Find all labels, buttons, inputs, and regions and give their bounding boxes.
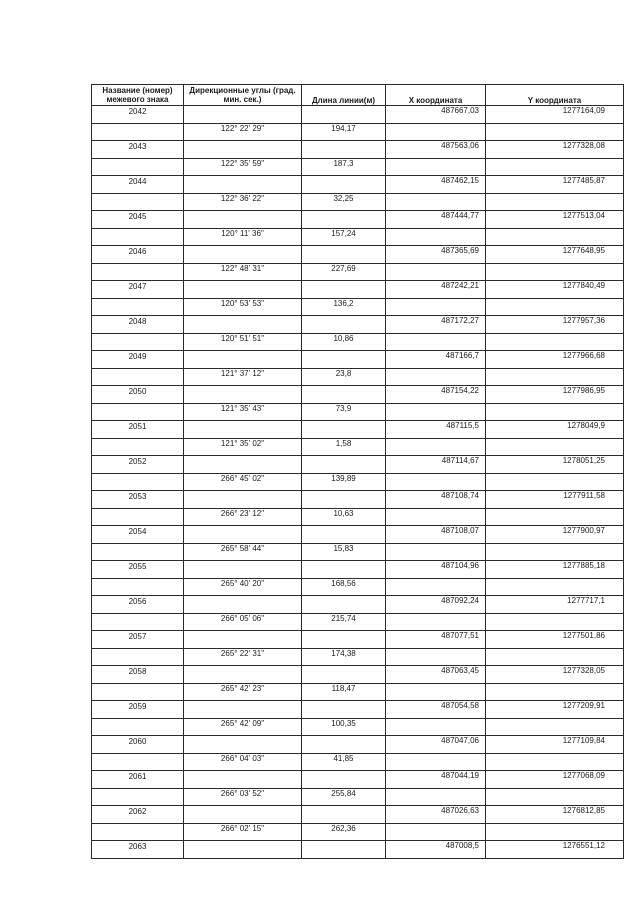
empty-cell (302, 526, 386, 544)
table-row-segment (92, 509, 624, 526)
empty-cell (302, 561, 386, 579)
empty-cell (184, 666, 302, 684)
empty-cell (92, 544, 184, 561)
empty-cell (184, 631, 302, 649)
empty-cell (184, 176, 302, 194)
empty-cell (184, 771, 302, 789)
marker-name-cell: 2060 (92, 736, 184, 754)
x-coordinate-cell: 487044,19 (386, 771, 486, 789)
empty-cell (386, 649, 486, 666)
empty-cell (184, 491, 302, 509)
empty-cell (184, 351, 302, 369)
header-marker-name: Название (номер) межевого знака (92, 85, 184, 106)
empty-cell (386, 614, 486, 631)
empty-cell (486, 789, 624, 806)
table-row-segment (92, 334, 624, 351)
y-coordinate-cell: 1277109,84 (486, 736, 624, 754)
line-length-cell: 73,9 (302, 404, 386, 421)
empty-cell (92, 299, 184, 316)
table-row-segment (92, 719, 624, 736)
empty-cell (386, 404, 486, 421)
empty-cell (486, 264, 624, 281)
x-coordinate-cell: 487115,5 (386, 421, 486, 439)
empty-cell (386, 229, 486, 246)
line-length-cell: 215,74 (302, 614, 386, 631)
empty-cell (184, 106, 302, 124)
table-row-segment (92, 614, 624, 631)
boundary-coordinates-sheet (91, 84, 623, 859)
empty-cell (184, 596, 302, 614)
marker-name-cell: 2042 (92, 106, 184, 124)
y-coordinate-cell: 1277900,97 (486, 526, 624, 544)
bearing-angle-cell: 266° 05' 06" (184, 614, 302, 631)
table-row-point (92, 561, 624, 579)
line-length-cell: 1,58 (302, 439, 386, 456)
bearing-angle-cell: 266° 04' 03" (184, 754, 302, 771)
empty-cell (92, 509, 184, 526)
bearing-angle-cell: 121° 37' 12" (184, 369, 302, 386)
empty-cell (92, 124, 184, 141)
x-coordinate-cell: 487026,63 (386, 806, 486, 824)
empty-cell (92, 194, 184, 211)
empty-cell (302, 316, 386, 334)
empty-cell (302, 141, 386, 159)
empty-cell (386, 509, 486, 526)
table-body (92, 106, 624, 859)
empty-cell (486, 194, 624, 211)
y-coordinate-cell: 1277885,18 (486, 561, 624, 579)
empty-cell (184, 281, 302, 299)
empty-cell (302, 421, 386, 439)
empty-cell (92, 649, 184, 666)
x-coordinate-cell: 487063,45 (386, 666, 486, 684)
bearing-angle-cell: 121° 35' 02" (184, 439, 302, 456)
y-coordinate-cell: 1277986,95 (486, 386, 624, 404)
empty-cell (486, 754, 624, 771)
empty-cell (486, 229, 624, 246)
empty-cell (92, 404, 184, 421)
empty-cell (302, 701, 386, 719)
table-row-point (92, 421, 624, 439)
marker-name-cell: 2048 (92, 316, 184, 334)
y-coordinate-cell: 1277501,86 (486, 631, 624, 649)
table-row-point (92, 351, 624, 369)
empty-cell (302, 841, 386, 859)
empty-cell (486, 159, 624, 176)
y-coordinate-cell: 1276812,85 (486, 806, 624, 824)
x-coordinate-cell: 487166,7 (386, 351, 486, 369)
table-row-point (92, 631, 624, 649)
bearing-angle-cell: 121° 35' 43" (184, 404, 302, 421)
table-row-point (92, 456, 624, 474)
marker-name-cell: 2056 (92, 596, 184, 614)
empty-cell (92, 369, 184, 386)
empty-cell (92, 439, 184, 456)
y-coordinate-cell: 1277068,09 (486, 771, 624, 789)
line-length-cell: 194,17 (302, 124, 386, 141)
empty-cell (92, 754, 184, 771)
empty-cell (92, 824, 184, 841)
marker-name-cell: 2062 (92, 806, 184, 824)
y-coordinate-cell: 1277966,68 (486, 351, 624, 369)
table-header-row (92, 85, 624, 106)
x-coordinate-cell: 487104,96 (386, 561, 486, 579)
table-row-segment (92, 439, 624, 456)
bearing-angle-cell: 122° 36' 22" (184, 194, 302, 211)
x-coordinate-cell: 487047,06 (386, 736, 486, 754)
y-coordinate-cell: 1277513,04 (486, 211, 624, 229)
header-x-coordinate: X координата (386, 85, 486, 106)
table-row-segment (92, 369, 624, 386)
empty-cell (92, 159, 184, 176)
empty-cell (184, 211, 302, 229)
line-length-cell: 262,36 (302, 824, 386, 841)
marker-name-cell: 2053 (92, 491, 184, 509)
empty-cell (302, 246, 386, 264)
empty-cell (184, 561, 302, 579)
table-row-point (92, 106, 624, 124)
table-row-segment (92, 474, 624, 491)
line-length-cell: 10,63 (302, 509, 386, 526)
marker-name-cell: 2052 (92, 456, 184, 474)
marker-name-cell: 2049 (92, 351, 184, 369)
empty-cell (386, 719, 486, 736)
empty-cell (386, 754, 486, 771)
empty-cell (486, 544, 624, 561)
table-row-point (92, 281, 624, 299)
empty-cell (486, 579, 624, 596)
empty-cell (92, 474, 184, 491)
bearing-angle-cell: 122° 48' 31" (184, 264, 302, 281)
empty-cell (386, 159, 486, 176)
table-row-segment (92, 754, 624, 771)
line-length-cell: 10,86 (302, 334, 386, 351)
table-row-segment (92, 299, 624, 316)
empty-cell (386, 579, 486, 596)
y-coordinate-cell: 1277164,09 (486, 106, 624, 124)
empty-cell (92, 614, 184, 631)
table-row-segment (92, 649, 624, 666)
empty-cell (302, 771, 386, 789)
empty-cell (386, 299, 486, 316)
empty-cell (184, 421, 302, 439)
empty-cell (302, 386, 386, 404)
empty-cell (486, 439, 624, 456)
table-row-point (92, 701, 624, 719)
empty-cell (302, 106, 386, 124)
empty-cell (184, 701, 302, 719)
table-row-point (92, 841, 624, 859)
table-row-segment (92, 824, 624, 841)
empty-cell (302, 666, 386, 684)
empty-cell (386, 369, 486, 386)
y-coordinate-cell: 1277328,05 (486, 666, 624, 684)
marker-name-cell: 2057 (92, 631, 184, 649)
x-coordinate-cell: 487444,77 (386, 211, 486, 229)
empty-cell (184, 841, 302, 859)
empty-cell (302, 736, 386, 754)
table-row-point (92, 771, 624, 789)
empty-cell (486, 614, 624, 631)
y-coordinate-cell: 1277328,08 (486, 141, 624, 159)
bearing-angle-cell: 265° 58' 44" (184, 544, 302, 561)
empty-cell (302, 281, 386, 299)
empty-cell (302, 491, 386, 509)
empty-cell (184, 736, 302, 754)
table-row-segment (92, 684, 624, 701)
empty-cell (184, 316, 302, 334)
x-coordinate-cell: 487242,21 (386, 281, 486, 299)
x-coordinate-cell: 487667,03 (386, 106, 486, 124)
marker-name-cell: 2054 (92, 526, 184, 544)
bearing-angle-cell: 120° 51' 51" (184, 334, 302, 351)
header-y-coordinate: Y координата (486, 85, 624, 106)
line-length-cell: 174,38 (302, 649, 386, 666)
bearing-angle-cell: 266° 45' 02" (184, 474, 302, 491)
line-length-cell: 227,69 (302, 264, 386, 281)
empty-cell (302, 351, 386, 369)
header-bearing-angle: Дирекционные углы (град. мин. сек.) (184, 85, 302, 106)
empty-cell (184, 246, 302, 264)
table-row-point (92, 211, 624, 229)
line-length-cell: 23,8 (302, 369, 386, 386)
table-row-segment (92, 159, 624, 176)
y-coordinate-cell: 1277717,1 (486, 596, 624, 614)
y-coordinate-cell: 1277209,91 (486, 701, 624, 719)
empty-cell (486, 474, 624, 491)
empty-cell (486, 684, 624, 701)
empty-cell (184, 456, 302, 474)
empty-cell (92, 684, 184, 701)
x-coordinate-cell: 487365,69 (386, 246, 486, 264)
line-length-cell: 168,56 (302, 579, 386, 596)
marker-name-cell: 2055 (92, 561, 184, 579)
x-coordinate-cell: 487108,74 (386, 491, 486, 509)
empty-cell (92, 579, 184, 596)
empty-cell (386, 474, 486, 491)
x-coordinate-cell: 487172,27 (386, 316, 486, 334)
line-length-cell: 32,25 (302, 194, 386, 211)
header-line-length: Длина линии(м) (302, 85, 386, 106)
table-row-point (92, 806, 624, 824)
empty-cell (386, 544, 486, 561)
table-row-segment (92, 579, 624, 596)
marker-name-cell: 2045 (92, 211, 184, 229)
y-coordinate-cell: 1277840,49 (486, 281, 624, 299)
bearing-angle-cell: 266° 23' 12" (184, 509, 302, 526)
empty-cell (302, 456, 386, 474)
empty-cell (486, 124, 624, 141)
marker-name-cell: 2051 (92, 421, 184, 439)
empty-cell (386, 194, 486, 211)
line-length-cell: 136,2 (302, 299, 386, 316)
empty-cell (184, 141, 302, 159)
marker-name-cell: 2059 (92, 701, 184, 719)
empty-cell (302, 806, 386, 824)
marker-name-cell: 2063 (92, 841, 184, 859)
x-coordinate-cell: 487054,58 (386, 701, 486, 719)
empty-cell (486, 509, 624, 526)
bearing-angle-cell: 266° 03' 52" (184, 789, 302, 806)
bearing-angle-cell: 265° 42' 23" (184, 684, 302, 701)
empty-cell (486, 649, 624, 666)
marker-name-cell: 2050 (92, 386, 184, 404)
empty-cell (184, 386, 302, 404)
marker-name-cell: 2044 (92, 176, 184, 194)
empty-cell (386, 124, 486, 141)
marker-name-cell: 2047 (92, 281, 184, 299)
bearing-angle-cell: 265° 22' 31" (184, 649, 302, 666)
empty-cell (92, 334, 184, 351)
empty-cell (386, 439, 486, 456)
y-coordinate-cell: 1277911,58 (486, 491, 624, 509)
marker-name-cell: 2046 (92, 246, 184, 264)
marker-name-cell: 2058 (92, 666, 184, 684)
marker-name-cell: 2043 (92, 141, 184, 159)
table-row-point (92, 141, 624, 159)
empty-cell (302, 631, 386, 649)
table-row-point (92, 386, 624, 404)
table-row-segment (92, 544, 624, 561)
table-row-segment (92, 404, 624, 421)
empty-cell (92, 229, 184, 246)
table-row-point (92, 246, 624, 264)
empty-cell (92, 719, 184, 736)
table-row-point (92, 666, 624, 684)
y-coordinate-cell: 1277485,87 (486, 176, 624, 194)
line-length-cell: 15,83 (302, 544, 386, 561)
empty-cell (302, 176, 386, 194)
empty-cell (486, 369, 624, 386)
table-row-point (92, 491, 624, 509)
table-row-point (92, 176, 624, 194)
line-length-cell: 118,47 (302, 684, 386, 701)
x-coordinate-cell: 487077,51 (386, 631, 486, 649)
table-row-point (92, 596, 624, 614)
table-row-segment (92, 789, 624, 806)
empty-cell (386, 684, 486, 701)
empty-cell (386, 264, 486, 281)
bearing-angle-cell: 265° 40' 20" (184, 579, 302, 596)
empty-cell (302, 596, 386, 614)
empty-cell (386, 334, 486, 351)
x-coordinate-cell: 487108,07 (386, 526, 486, 544)
line-length-cell: 139,89 (302, 474, 386, 491)
marker-name-cell: 2061 (92, 771, 184, 789)
x-coordinate-cell: 487114,67 (386, 456, 486, 474)
table-row-point (92, 316, 624, 334)
empty-cell (92, 789, 184, 806)
line-length-cell: 100,35 (302, 719, 386, 736)
bearing-angle-cell: 122° 35' 59" (184, 159, 302, 176)
empty-cell (486, 719, 624, 736)
empty-cell (486, 824, 624, 841)
empty-cell (184, 526, 302, 544)
empty-cell (486, 404, 624, 421)
coordinates-table (91, 84, 624, 859)
bearing-angle-cell: 120° 53' 53" (184, 299, 302, 316)
line-length-cell: 41,85 (302, 754, 386, 771)
table-row-point (92, 526, 624, 544)
y-coordinate-cell: 1277648,95 (486, 246, 624, 264)
y-coordinate-cell: 1276551,12 (486, 841, 624, 859)
bearing-angle-cell: 265° 42' 09" (184, 719, 302, 736)
bearing-angle-cell: 122° 22' 29" (184, 124, 302, 141)
empty-cell (486, 334, 624, 351)
table-row-segment (92, 229, 624, 246)
line-length-cell: 255,84 (302, 789, 386, 806)
x-coordinate-cell: 487154,22 (386, 386, 486, 404)
table-row-point (92, 736, 624, 754)
y-coordinate-cell: 1278051,25 (486, 456, 624, 474)
empty-cell (486, 299, 624, 316)
y-coordinate-cell: 1277957,36 (486, 316, 624, 334)
empty-cell (184, 806, 302, 824)
y-coordinate-cell: 1278049,9 (486, 421, 624, 439)
line-length-cell: 187,3 (302, 159, 386, 176)
table-row-segment (92, 194, 624, 211)
empty-cell (92, 264, 184, 281)
line-length-cell: 157,24 (302, 229, 386, 246)
bearing-angle-cell: 266° 02' 15" (184, 824, 302, 841)
empty-cell (386, 789, 486, 806)
x-coordinate-cell: 487092,24 (386, 596, 486, 614)
x-coordinate-cell: 487563,06 (386, 141, 486, 159)
table-row-segment (92, 124, 624, 141)
bearing-angle-cell: 120° 11' 36" (184, 229, 302, 246)
empty-cell (302, 211, 386, 229)
x-coordinate-cell: 487008,5 (386, 841, 486, 859)
empty-cell (386, 824, 486, 841)
x-coordinate-cell: 487462,15 (386, 176, 486, 194)
table-row-segment (92, 264, 624, 281)
